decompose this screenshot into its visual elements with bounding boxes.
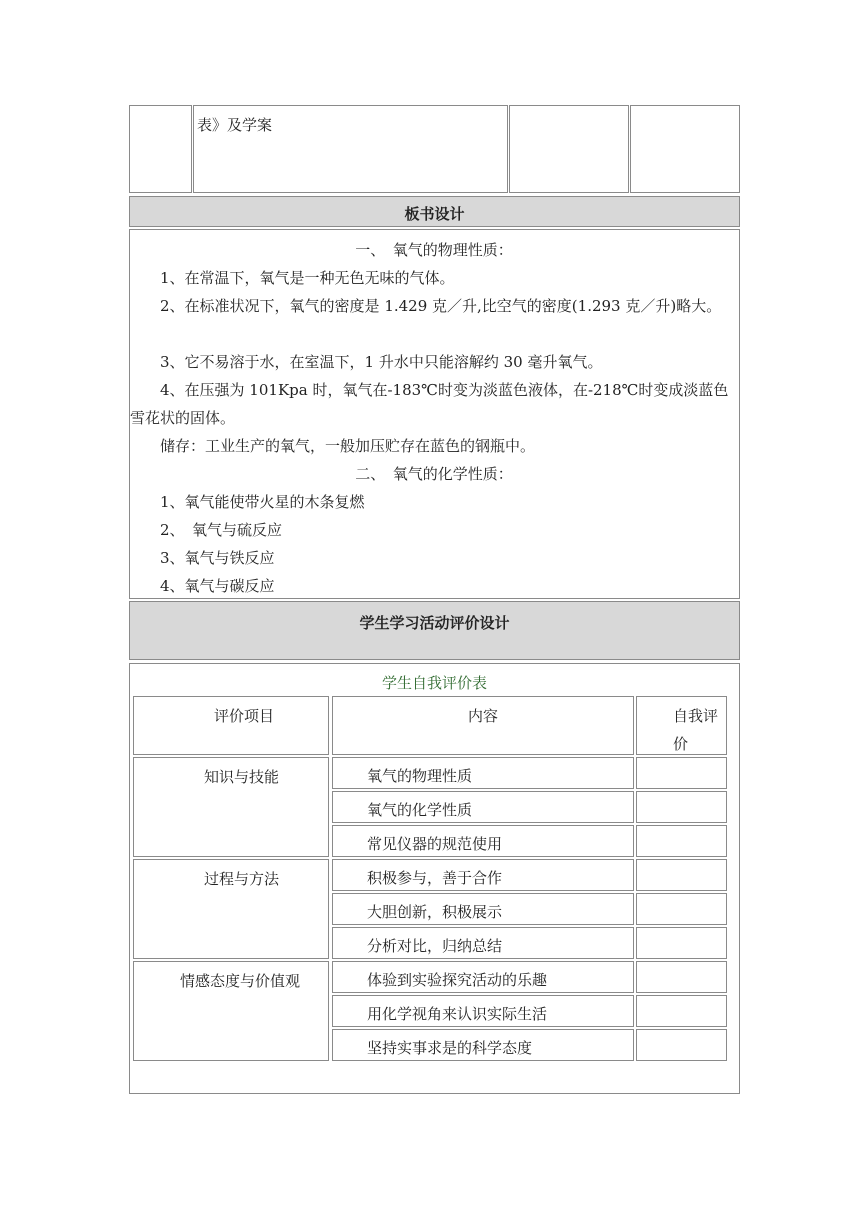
- board-item-storage: 储存：工业生产的氧气，一般加压贮存在蓝色的钢瓶中。: [160, 437, 536, 455]
- board-item-1: 1、在常温下，氧气是一种无色无味的气体。: [160, 269, 455, 287]
- group-emotion-values: 情感态度与价值观: [133, 961, 329, 1061]
- self-eval-cell[interactable]: [636, 995, 727, 1027]
- self-eval-table-title: 学生自我评价表: [381, 674, 487, 692]
- self-eval-cell[interactable]: [636, 757, 727, 789]
- board-chem-item-3: 3、氧气与铁反应: [160, 549, 275, 567]
- top-row-cell-1: [129, 105, 192, 193]
- self-eval-cell[interactable]: [636, 825, 727, 857]
- section-1-title: 一、 氧气的物理性质：: [355, 241, 513, 259]
- board-design-content: [129, 229, 740, 599]
- self-eval-cell[interactable]: [636, 927, 727, 959]
- board-item-3: 3、它不易溶于水，在室温下，1 升水中只能溶解约 30 毫升氧气。: [160, 353, 603, 371]
- table-row: 氧气的物理性质: [332, 757, 634, 789]
- group-knowledge-skills: 知识与技能: [133, 757, 329, 857]
- evaluation-design-title: 学生学习活动评价设计: [359, 614, 510, 632]
- top-row-text: 表》及学案: [197, 116, 273, 134]
- board-design-title: 板书设计: [404, 205, 465, 223]
- col-header-item: 评价项目: [133, 696, 329, 755]
- self-eval-cell[interactable]: [636, 791, 727, 823]
- top-row-cell-2: [193, 105, 508, 193]
- board-item-2: 2、在标准状况下，氧气的密度是 1.429 克／升,比空气的密度(1.293 克／升)略大。: [160, 297, 722, 315]
- self-eval-cell[interactable]: [636, 1029, 727, 1061]
- table-row: 体验到实验探究活动的乐趣: [332, 961, 634, 993]
- self-eval-cell[interactable]: [636, 859, 727, 891]
- group-process-method: 过程与方法: [133, 859, 329, 959]
- board-chem-item-1: 1、氧气能使带火星的木条复燃: [160, 493, 365, 511]
- board-item-4: 4、在压强为 101Kpa 时，氧气在-183℃时变为淡蓝色液体，在-218℃时变成淡蓝色雪花状的固体。: [130, 381, 729, 427]
- table-row: 用化学视角来认识实际生活: [332, 995, 634, 1027]
- col-header-content: 内容: [332, 696, 634, 755]
- board-chem-item-2: 2、 氧气与硫反应: [160, 521, 283, 539]
- evaluation-design-header: [129, 601, 740, 660]
- top-row-cell-3: [509, 105, 629, 193]
- top-row-cell-4: [630, 105, 740, 193]
- table-row: 氧气的化学性质: [332, 791, 634, 823]
- self-eval-cell[interactable]: [636, 961, 727, 993]
- table-row: 大胆创新，积极展示: [332, 893, 634, 925]
- board-design-header: [129, 196, 740, 227]
- table-row: 坚持实事求是的科学态度: [332, 1029, 634, 1061]
- table-row: 积极参与，善于合作: [332, 859, 634, 891]
- table-row: 常见仪器的规范使用: [332, 825, 634, 857]
- board-chem-item-4: 4、氧气与碳反应: [160, 577, 275, 595]
- section-2-title: 二、 氧气的化学性质：: [355, 465, 513, 483]
- col-header-self-eval: 自我评 价: [636, 696, 727, 755]
- table-row: 分析对比，归纳总结: [332, 927, 634, 959]
- self-eval-cell[interactable]: [636, 893, 727, 925]
